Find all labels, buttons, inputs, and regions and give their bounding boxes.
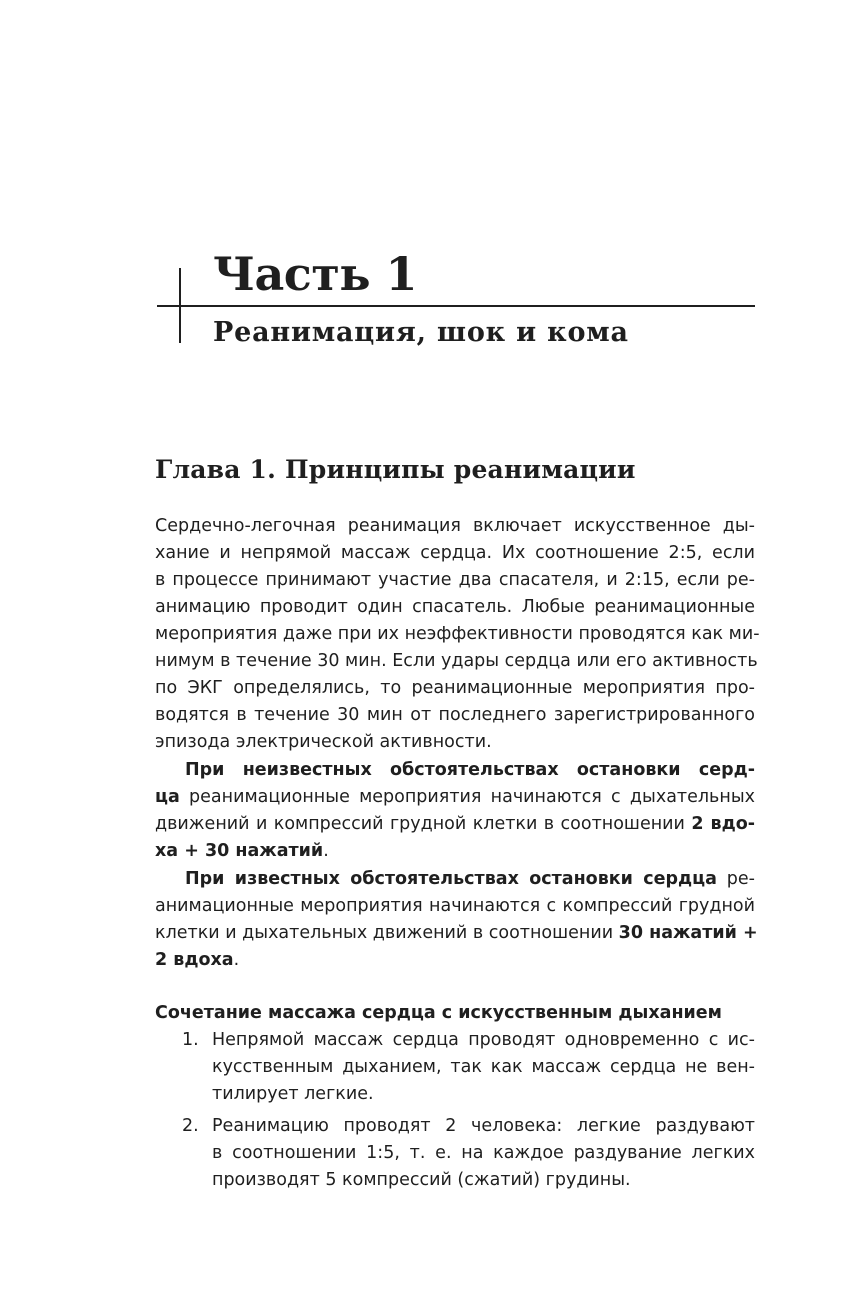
unknown-text: движений и компрессий грудной клетки в соотношении bbox=[155, 814, 692, 834]
known-period: . bbox=[233, 950, 240, 970]
known-ratio: 30 нажатий + bbox=[618, 923, 758, 943]
list-item-number: 1. bbox=[182, 1030, 199, 1050]
section-heading: Сочетание массажа сердца с искусственным дыханием bbox=[155, 1003, 722, 1023]
unknown-ratio-end: ха + 30 нажатий bbox=[155, 841, 324, 861]
part-header-rule bbox=[157, 305, 755, 307]
known-text: ре- bbox=[716, 869, 755, 889]
list-item-line: в соотношении 1:5, т. е. на каждое раздувание легких bbox=[212, 1143, 755, 1163]
known-circumstances-paragraph bbox=[155, 866, 758, 974]
list-item bbox=[155, 1113, 755, 1194]
intro-line: анимацию проводит один спасатель. Любые реанимационные bbox=[155, 597, 755, 617]
unknown-line-3 bbox=[155, 811, 755, 838]
list-item-number: 2. bbox=[182, 1116, 199, 1136]
known-line-2 bbox=[155, 893, 755, 920]
known-text: клетки и дыхательных движений в соотношении bbox=[155, 923, 619, 943]
intro-line: Сердечно-легочная реанимация включает искусственное ды- bbox=[155, 516, 755, 536]
part-title: Часть 1 bbox=[213, 247, 418, 301]
unknown-ratio: 2 вдо- bbox=[691, 814, 755, 834]
known-ratio-end: 2 вдоха bbox=[155, 950, 234, 970]
unknown-bold-lead-end: ца bbox=[155, 787, 180, 807]
intro-paragraph bbox=[155, 513, 760, 756]
unknown-bold-lead: При неизвестных обстоятельствах остановки серд- bbox=[185, 760, 755, 780]
intro-line: по ЭКГ определялись, то реанимационные мероприятия про- bbox=[155, 678, 755, 698]
unknown-text: реанимационные мероприятия начинаются с дыхательных bbox=[179, 787, 755, 807]
intro-line: в процессе принимают участие два спасателя, и 2:15, если ре- bbox=[155, 570, 755, 590]
intro-line: водятся в течение 30 мин от последнего зарегистрированного bbox=[155, 705, 755, 725]
chapter-title: Глава 1. Принципы реанимации bbox=[155, 455, 636, 484]
list-item-line: кусственным дыханием, так как массаж сердца не вен- bbox=[212, 1057, 755, 1077]
unknown-line-2 bbox=[155, 784, 755, 811]
numbered-list bbox=[155, 1027, 755, 1199]
unknown-line-1 bbox=[155, 757, 755, 784]
known-line-4 bbox=[155, 947, 755, 974]
unknown-circumstances-paragraph bbox=[155, 757, 755, 865]
known-text: анимационные мероприятия начинаются с компрессий грудной bbox=[155, 896, 755, 916]
intro-line: эпизода электрической активности. bbox=[155, 732, 492, 752]
intro-line: нимум в течение 30 мин. Если удары сердца или его активность bbox=[155, 651, 758, 671]
known-line-1 bbox=[155, 866, 755, 893]
list-item-line: производят 5 компрессий (сжатий) грудины. bbox=[212, 1170, 631, 1190]
known-line-3 bbox=[155, 920, 758, 947]
unknown-line-4 bbox=[155, 838, 755, 865]
list-item-line: Непрямой массаж сердца проводят одновременно с ис- bbox=[212, 1030, 755, 1050]
list-item-line: тилирует легкие. bbox=[212, 1084, 374, 1104]
list-item-line: Реанимацию проводят 2 человека: легкие раздувают bbox=[212, 1116, 755, 1136]
unknown-period: . bbox=[323, 841, 329, 861]
part-subtitle: Реанимация, шок и кома bbox=[213, 317, 629, 348]
intro-line: хание и непрямой массаж сердца. Их соотношение 2:5, если bbox=[155, 543, 755, 563]
list-item bbox=[155, 1027, 755, 1108]
known-bold-lead: При известных обстоятельствах остановки сердца bbox=[185, 869, 717, 889]
intro-line: мероприятия даже при их неэффективности проводятся как ми- bbox=[155, 624, 760, 644]
